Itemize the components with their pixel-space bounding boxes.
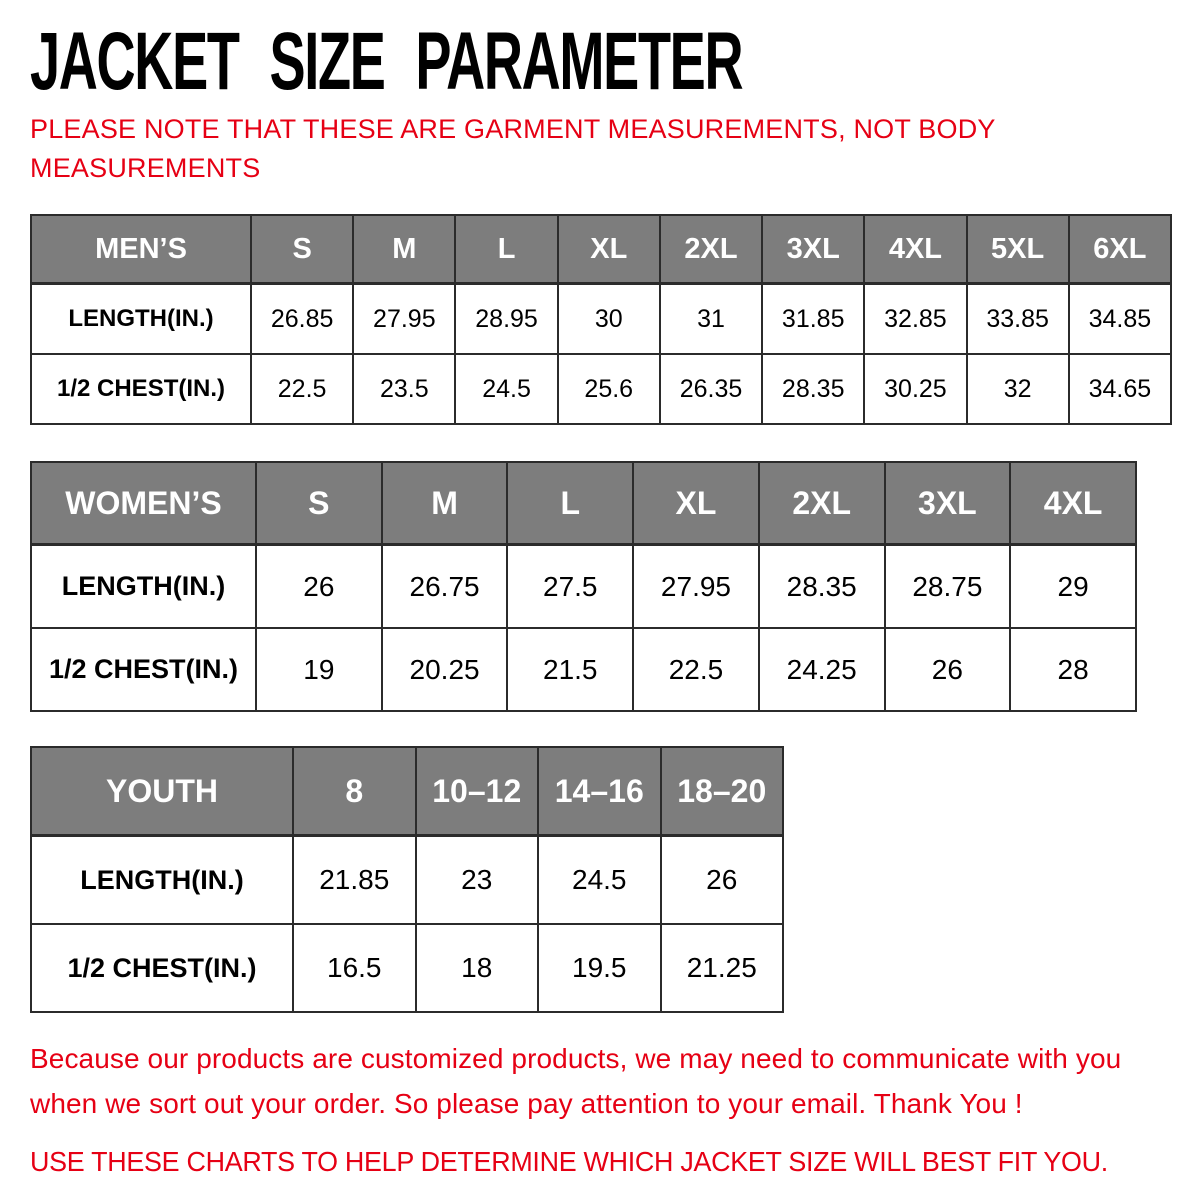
measurement-value: 24.5 [455,354,557,424]
measurement-value: 26 [661,836,784,925]
table-row [31,836,783,925]
measurement-value: 31 [660,284,762,355]
size-column-header: 2XL [660,215,762,284]
size-column-header: S [251,215,353,284]
measurement-value: 31.85 [762,284,864,355]
row-label: LENGTH(IN.) [31,545,256,629]
youth-table-title: YOUTH [31,747,293,836]
measurement-value: 20.25 [382,628,508,711]
size-column-header: 3XL [885,462,1011,545]
measurement-value: 16.5 [293,924,416,1012]
size-column-header: 18–20 [661,747,784,836]
measurement-value: 24.25 [759,628,885,711]
measurement-value: 28.75 [885,545,1011,629]
mens-table-title: MEN’S [31,215,251,284]
measurement-value: 27.5 [507,545,633,629]
measurement-value: 22.5 [633,628,759,711]
row-label: 1/2 CHEST(IN.) [31,628,256,711]
size-column-header: 4XL [1010,462,1136,545]
measurement-value: 28.35 [759,545,885,629]
charts-usage-note: USE THESE CHARTS TO HELP DETERMINE WHICH JACKET SIZE WILL BEST FIT YOU. [30,1145,1108,1177]
measurement-value: 21.5 [507,628,633,711]
size-column-header: 4XL [864,215,966,284]
table-row [31,628,1136,711]
measurement-value: 30 [558,284,660,355]
measurement-value: 28 [1010,628,1136,711]
size-column-header: 5XL [967,215,1069,284]
size-column-header: 14–16 [538,747,661,836]
size-column-header: L [507,462,633,545]
measurement-value: 26.35 [660,354,762,424]
measurement-value: 34.65 [1069,354,1171,424]
size-column-header: 6XL [1069,215,1171,284]
size-column-header: L [455,215,557,284]
womens-table-title: WOMEN’S [31,462,256,545]
measurement-value: 23.5 [353,354,455,424]
measurement-value: 32.85 [864,284,966,355]
table-header-row [31,215,1171,284]
size-column-header: 3XL [762,215,864,284]
measurement-value: 24.5 [538,836,661,925]
size-column-header: S [256,462,382,545]
table-row [31,545,1136,629]
measurement-value: 22.5 [251,354,353,424]
measurement-value: 27.95 [633,545,759,629]
measurement-value: 33.85 [967,284,1069,355]
table-row [31,284,1171,355]
mens-size-table [30,214,1172,425]
row-label: LENGTH(IN.) [31,836,293,925]
womens-size-table [30,461,1137,712]
measurement-value: 21.85 [293,836,416,925]
garment-measurement-note [30,110,1172,188]
size-column-header: 2XL [759,462,885,545]
measurement-value: 26 [256,545,382,629]
row-label: 1/2 CHEST(IN.) [31,354,251,424]
measurement-value: 19.5 [538,924,661,1012]
measurement-value: 18 [416,924,539,1012]
size-column-header: XL [558,215,660,284]
youth-size-table [30,746,784,1013]
customization-notice-line-2: when we sort out your order. So please pay attention to your email. Thank You ! [30,1087,1023,1119]
measurement-value: 19 [256,628,382,711]
measurement-value: 28.35 [762,354,864,424]
size-column-header: XL [633,462,759,545]
size-column-header: M [382,462,508,545]
measurement-value: 32 [967,354,1069,424]
measurement-value: 21.25 [661,924,784,1012]
measurement-value: 28.95 [455,284,557,355]
table-row [31,924,783,1012]
row-label: 1/2 CHEST(IN.) [31,924,293,1012]
customization-notice-line-1: Because our products are customized products, we may need to communicate with you [30,1043,1122,1075]
measurement-value: 25.6 [558,354,660,424]
table-header-row [31,747,783,836]
measurement-value: 34.85 [1069,284,1171,355]
size-column-header: 8 [293,747,416,836]
measurement-value: 26 [885,628,1011,711]
size-column-header: 10–12 [416,747,539,836]
measurement-value: 27.95 [353,284,455,355]
measurement-value: 26.85 [251,284,353,355]
note-line-1: PLEASE NOTE THAT THESE ARE GARMENT MEASUREMENTS, NOT BODY [30,114,996,144]
page-title: JACKET SIZE PARAMETER [30,16,743,107]
table-header-row [31,462,1136,545]
measurement-value: 26.75 [382,545,508,629]
customization-notice [30,1037,1172,1125]
row-label: LENGTH(IN.) [31,284,251,355]
size-column-header: M [353,215,455,284]
note-line-2: MEASUREMENTS [30,153,261,184]
measurement-value: 30.25 [864,354,966,424]
measurement-value: 29 [1010,545,1136,629]
table-row [31,354,1171,424]
measurement-value: 23 [416,836,539,925]
